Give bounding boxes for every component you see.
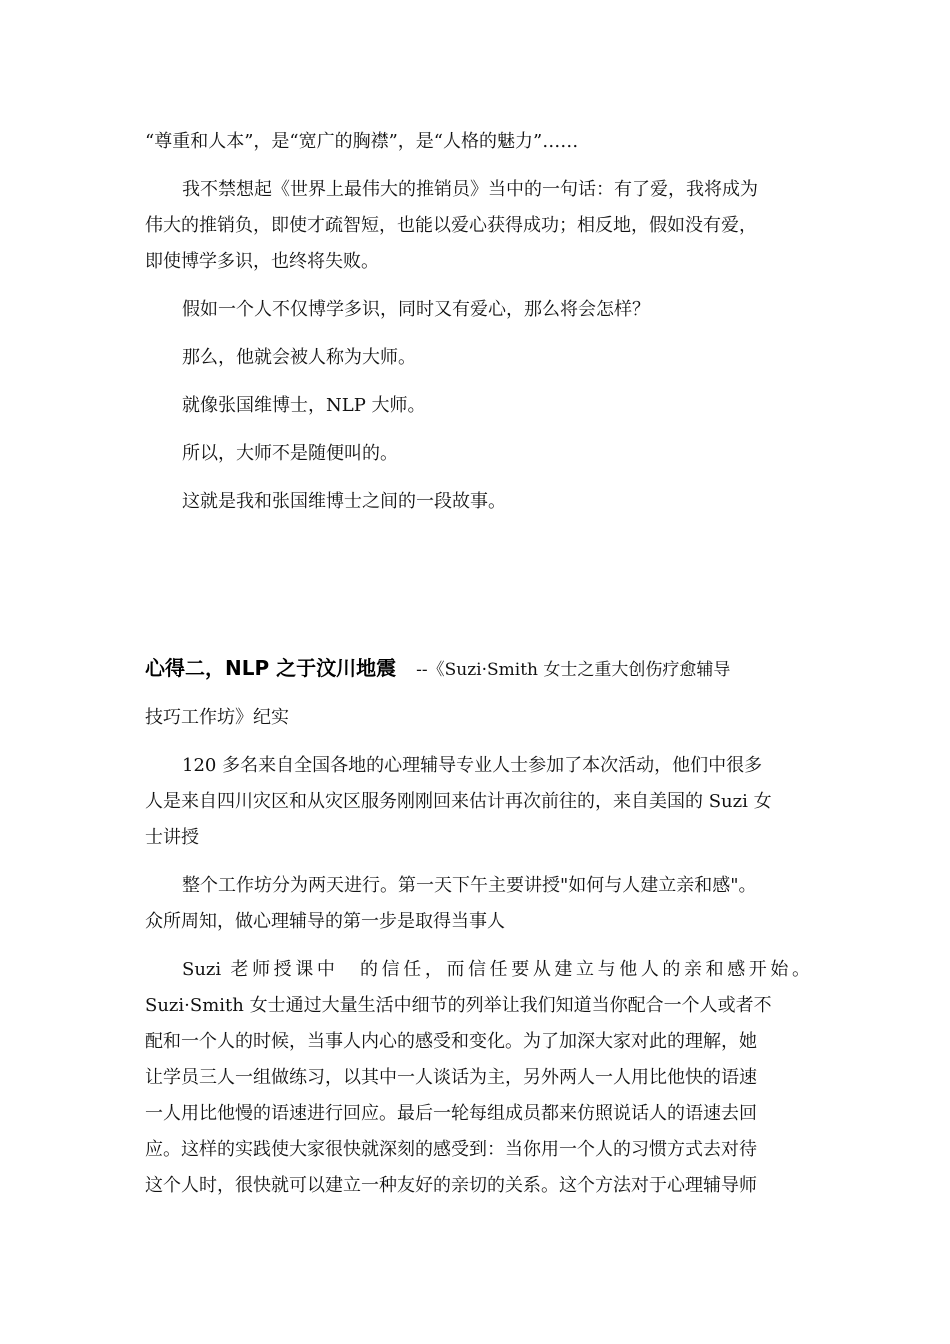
text-line: 士讲授: [145, 827, 199, 848]
text-line: 让学员三人一组做练习，以其中一人谈话为主，另外两人一人用比他快的语速: [145, 1067, 757, 1088]
paragraph: [145, 340, 810, 376]
text-line: 一人用比他慢的语速进行回应。最后一轮每组成员都来仿照说话人的语速去回: [145, 1103, 757, 1124]
text-line: 应。这样的实践使大家很快就深刻的感受到：当你用一个人的习惯方式去对待: [145, 1139, 757, 1160]
text-line: 这个人时，很快就可以建立一种友好的亲切的关系。这个方法对于心理辅导师: [145, 1175, 757, 1196]
text-line: 就像张国维博士，NLP 大师。: [182, 395, 426, 416]
text-line: 伟大的推销负，即使才疏智短，也能以爱心获得成功；相反地，假如没有爱，: [145, 215, 757, 236]
paragraph: [145, 292, 810, 328]
paragraph: [145, 952, 810, 1204]
text-line: Suzi·Smith 女士通过大量生活中细节的列举让我们知道当你配合一个人或者不: [145, 995, 772, 1016]
paragraph: [145, 172, 810, 280]
paragraph: [145, 748, 810, 856]
section-heading: [145, 650, 810, 688]
text-line: Suzi 老师授课中 的信任，而信任要从建立与他人的亲和感开始。: [182, 959, 810, 980]
top-paragraphs: [145, 124, 810, 520]
text-line: “尊重和人本”，是“宽广的胸襟”，是“人格的魅力”……: [145, 131, 579, 152]
section-subtitle-continued: 技巧工作坊》纪实: [145, 707, 289, 728]
text-line: 即使博学多识，也终将失败。: [145, 251, 379, 272]
paragraph: [145, 124, 810, 160]
paragraph: [145, 868, 810, 940]
text-line: 这就是我和张国维博士之间的一段故事。: [182, 491, 506, 512]
text-line: 配和一个人的时候，当事人内心的感受和变化。为了加深大家对此的理解，她: [145, 1031, 757, 1052]
paragraph: [145, 388, 810, 424]
bottom-paragraphs: [145, 748, 810, 1204]
text-line: 假如一个人不仅博学多识，同时又有爱心，那么将会怎样？: [182, 299, 650, 320]
section-subtitle: --《Suzi·Smith 女士之重大创伤疗愈辅导: [416, 660, 731, 680]
paragraph: [145, 484, 810, 520]
text-line: 那么，他就会被人称为大师。: [182, 347, 416, 368]
text-line: 120 多名来自全国各地的心理辅导专业人士参加了本次活动，他们中很多: [182, 755, 763, 776]
section-title: 心得二，NLP 之于汶川地震: [145, 656, 397, 680]
text-line: 整个工作坊分为两天进行。第一天下午主要讲授"如何与人建立亲和感"。: [182, 875, 757, 896]
text-line: 众所周知，做心理辅导的第一步是取得当事人: [145, 911, 505, 932]
text-line: 人是来自四川灾区和从灾区服务刚刚回来估计再次前往的，来自美国的 Suzi 女: [145, 791, 772, 812]
paragraph: [145, 436, 810, 472]
document-page: [145, 124, 810, 1204]
text-line: 我不禁想起《世界上最伟大的推销员》当中的一句话：有了爱，我将成为: [182, 179, 758, 200]
text-line: 所以，大师不是随便叫的。: [182, 443, 398, 464]
